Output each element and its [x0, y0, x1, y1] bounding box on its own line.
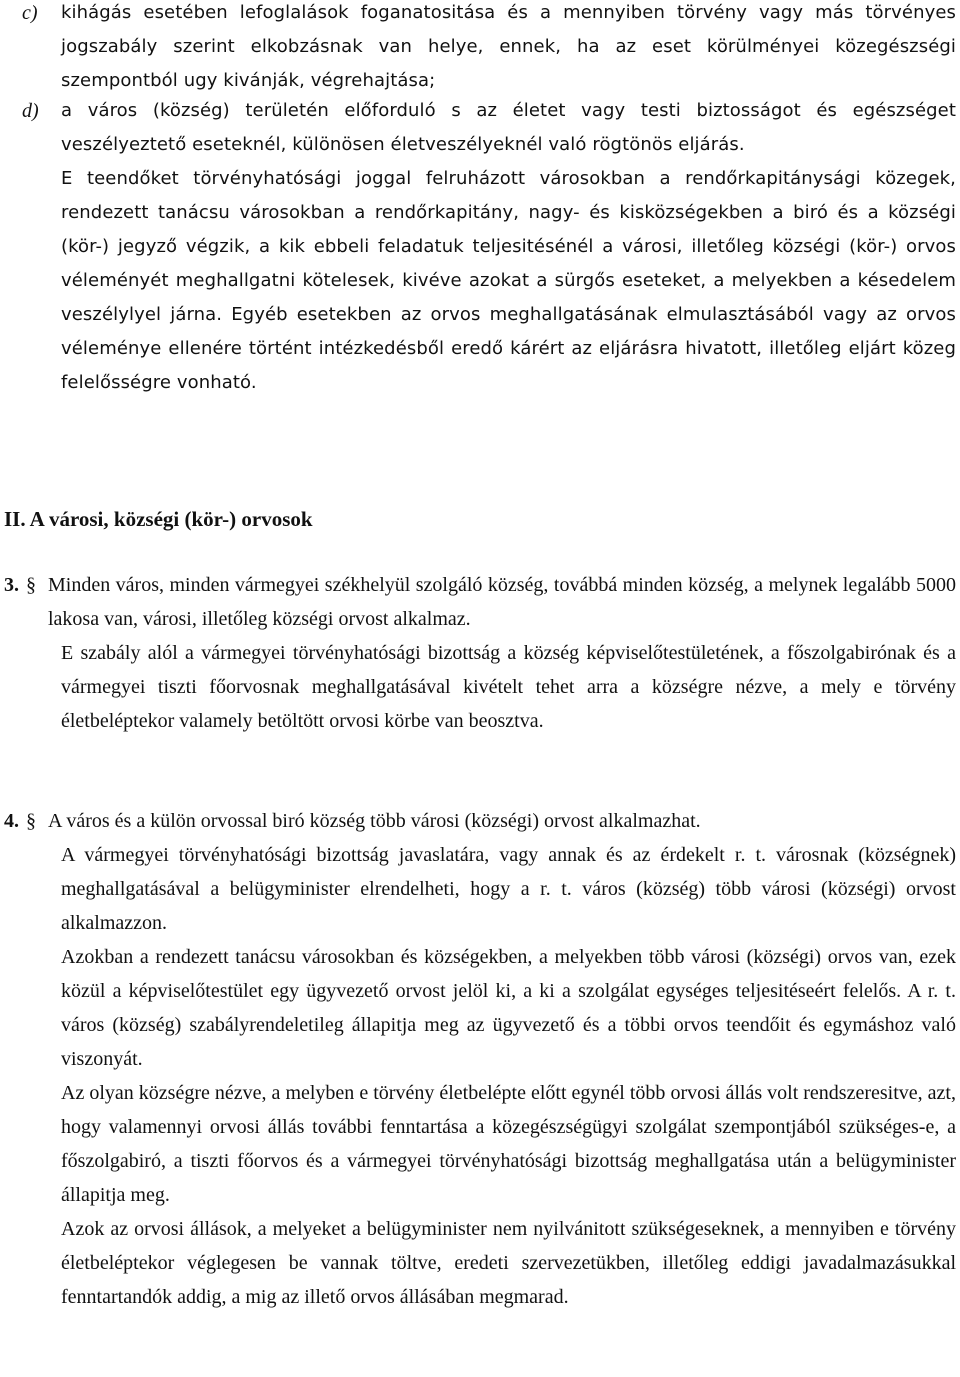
paragraph-number: 4.: [4, 810, 19, 832]
paragraph-3: [4, 568, 956, 738]
list-item-text: kihágás esetében lefoglalások foganatositása és a mennyiben törvény vagy más törvényes jogszabály szerint elkobzásnak van helye, ennek, ha az eset körülményei közegészségi szempontból ugy kivánják, végrehajtása;: [61, 2, 956, 91]
paragraph-text: Minden város, minden vármegyei székhelyül szolgáló község, továbbá minden község, a melynek legalább 5000 lakosa van, városi, illetőleg községi orvost alkalmaz.: [48, 574, 956, 630]
section-heading: II. A városi, községi (kör-) orvosok: [4, 507, 313, 531]
paragraph-text: A vármegyei törvényhatósági bizottság javaslatára, vagy annak és az érdekelt r. t. városnak (községnek) meghallgatásával a belügyminister elrendelheti, hogy a r. t. város (község) több városi (községi) orvost alkalmazzon.: [61, 844, 956, 934]
paragraph-4: [4, 804, 956, 1314]
list-item-text: a város (község) területén előforduló s az életet vagy testi biztosságot és egészséget veszélyeztető eseteknél, különösen életveszélyeknél való rögtönös eljárás.: [61, 100, 956, 155]
list-item-d: [0, 94, 956, 162]
paragraph-text: E szabály alól a vármegyei törvényhatósági bizottság a község képviselőtestületének, a főszolgabirónak és a vármegyei tiszti főorvosnak meghallgatásával kivételt tehet arra a községre nézve, a mely e törvény életbeléptekor valamely betöltött orvosi körbe van beosztva.: [61, 642, 956, 732]
paragraph-text: Azokban a rendezett tanácsu városokban és községekben, a melyekben több városi (községi) orvos van, ezek közül a képviselőtestület egy ügyvezető orvost jelöl ki, a ki a szolgálat egységes teljesitéseért felelős. A r. t. város (község) szabályrendeletileg állapitja meg az ügyvezető és a többi orvos teendőit és egymáshoz való viszonyát.: [61, 946, 956, 1070]
paragraph-text: A város és a külön orvossal biró község több városi (községi) orvost alkalmazhat.: [48, 810, 701, 832]
paragraph-number: 3.: [4, 574, 19, 596]
closing-paragraph: E teendőket törvényhatósági joggal felruházott városokban a rendőrkapitánysági közegek, rendezett tanácsu városokban a rendőrkapitány, nagy- és kisközségekben a biró és a községi (kör-) jegyző végzik, a kik ebbeli feladatuk teljesitésénél a városi, illetőleg községi (kör-) orvos véleményét meghallgatni kötelesek, kivéve azokat a sürgős eseteket, a melyekben a késedelem veszélylyel járna. Egyéb esetekben az orvos meghallgatásának elmulasztásából vagy az orvos véleménye ellenére történt intézkedésből eredő kárért az eljárásra hivatott, illetőleg eljárt közeg felelősségre vonható.: [61, 168, 956, 393]
paragraph-text: Az olyan községre nézve, a melyben e törvény életbelépte előtt egynél több orvosi állás volt rendszeresitve, azt, hogy valamennyi orvosi állás további fenntartása a közegészségügyi szolgálat szempontjából szükséges-e, a főszolgabiró, a tiszti főorvos és a vármegyei törvényhatósági bizottság meghallgatása után a belügyminister állapitja meg.: [61, 1082, 956, 1206]
list-marker: d): [22, 100, 39, 122]
list-item-c: [0, 0, 956, 98]
paragraph-text: Azok az orvosi állások, a melyeket a belügyminister nem nyilvánitott szükségeseknek, a mennyiben e törvény életbeléptekor véglegesen be vannak töltve, eredeti szervezetükben, illetőleg eddigi javadalmazásukkal fenntartandók addig, a mig az illető orvos állásában megmarad.: [61, 1218, 956, 1308]
section-sign: §: [26, 574, 36, 596]
section-sign: §: [26, 810, 36, 832]
list-marker: c): [22, 2, 38, 24]
